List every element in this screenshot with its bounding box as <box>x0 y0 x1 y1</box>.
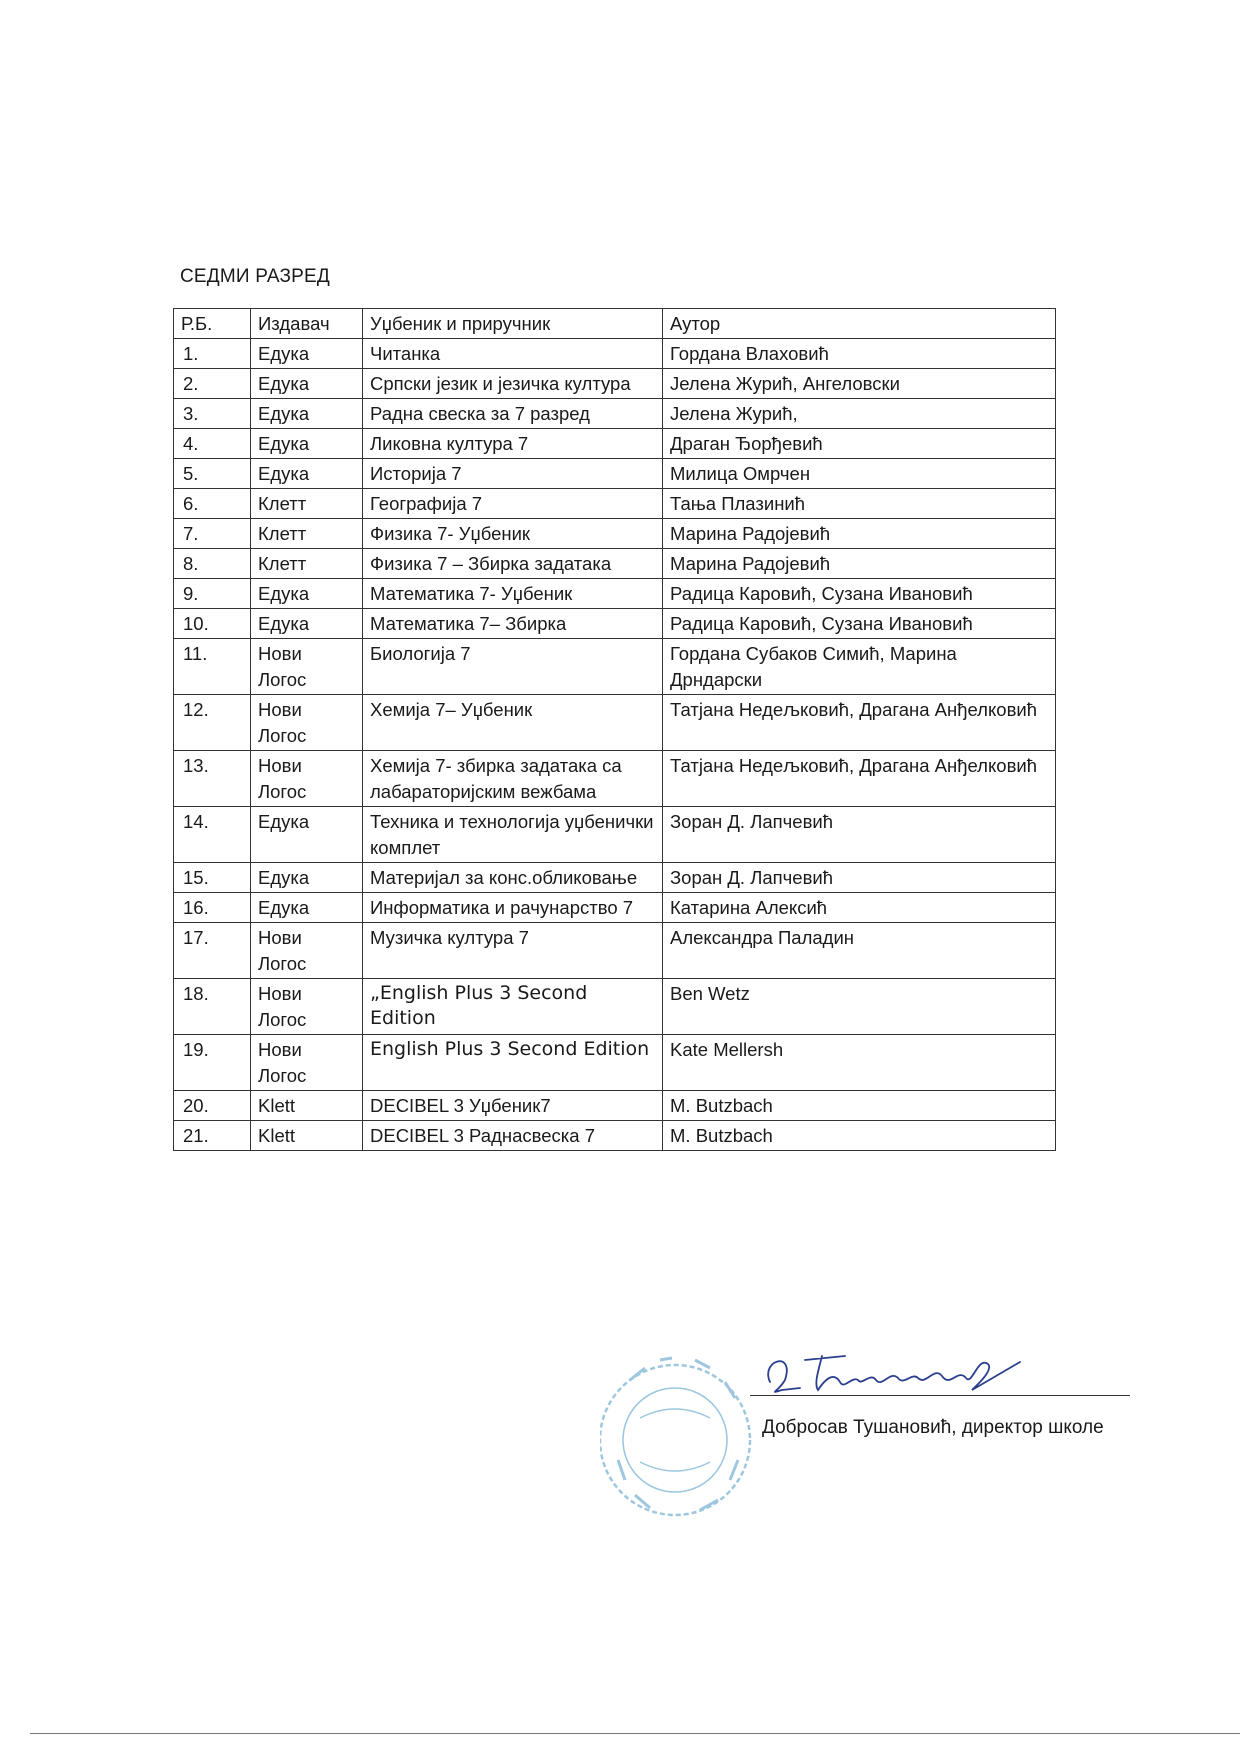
table-row <box>174 639 1056 695</box>
cell-author: Зоран Д. Лапчевић <box>663 807 1056 863</box>
cell-number: 20. <box>174 1091 251 1121</box>
cell-publisher: Едука <box>251 399 363 429</box>
cell-book: „English Plus 3 Second Edition <box>363 979 663 1035</box>
cell-number: 9. <box>174 579 251 609</box>
cell-book: Читанка <box>363 339 663 369</box>
table-row <box>174 459 1056 489</box>
cell-book: Биологија 7 <box>363 639 663 695</box>
cell-book: Информатика и рачунарство 7 <box>363 893 663 923</box>
cell-publisher: Нови Логос <box>251 979 363 1035</box>
page-title: СЕДМИ РАЗРЕД <box>180 266 330 287</box>
cell-publisher: Клетт <box>251 549 363 579</box>
cell-publisher: Klett <box>251 1091 363 1121</box>
cell-publisher: Едука <box>251 459 363 489</box>
table-row <box>174 489 1056 519</box>
cell-number: 15. <box>174 863 251 893</box>
cell-author: Гордана Влаховић <box>663 339 1056 369</box>
cell-book: DECIBEL 3 Раднасвеска 7 <box>363 1121 663 1151</box>
cell-number: 2. <box>174 369 251 399</box>
signer-name: Добросав Тушановић, директор школе <box>762 1417 1104 1438</box>
table-header-row <box>174 309 1056 339</box>
cell-author: Марина Радојевић <box>663 549 1056 579</box>
cell-book: Хемија 7– Уџбеник <box>363 695 663 751</box>
cell-number: 16. <box>174 893 251 923</box>
cell-publisher: Едука <box>251 339 363 369</box>
table-row <box>174 923 1056 979</box>
table-row <box>174 339 1056 369</box>
header-publisher: Издавач <box>251 309 363 339</box>
cell-number: 8. <box>174 549 251 579</box>
school-stamp-icon <box>600 1358 750 1515</box>
cell-author: Катарина Алексић <box>663 893 1056 923</box>
signature-line <box>750 1395 1130 1396</box>
table-row <box>174 1035 1056 1091</box>
cell-book: DECIBEL 3 Уџбеник7 <box>363 1091 663 1121</box>
cell-publisher: Едука <box>251 429 363 459</box>
cell-book: Физика 7 – Збирка задатака <box>363 549 663 579</box>
cell-author: Драган Ђорђевић <box>663 429 1056 459</box>
cell-publisher: Едука <box>251 893 363 923</box>
cell-publisher: Едука <box>251 579 363 609</box>
cell-number: 12. <box>174 695 251 751</box>
table-row <box>174 429 1056 459</box>
cell-number: 19. <box>174 1035 251 1091</box>
table-row <box>174 863 1056 893</box>
cell-number: 4. <box>174 429 251 459</box>
cell-book: Српски језик и језичка култура <box>363 369 663 399</box>
cell-publisher: Едука <box>251 863 363 893</box>
cell-number: 6. <box>174 489 251 519</box>
footer-divider <box>30 1733 1240 1734</box>
table-row <box>174 1091 1056 1121</box>
cell-number: 13. <box>174 751 251 807</box>
cell-publisher: Нови Логос <box>251 923 363 979</box>
cell-book: Ликовна култура 7 <box>363 429 663 459</box>
table-row <box>174 399 1056 429</box>
header-author: Аутор <box>663 309 1056 339</box>
cell-book: Математика 7- Уџбеник <box>363 579 663 609</box>
cell-publisher: Нови Логос <box>251 639 363 695</box>
cell-author: Татјана Недељковић, Драгана Анђелковић <box>663 751 1056 807</box>
cell-author: Јелена Журић, <box>663 399 1056 429</box>
table-row <box>174 579 1056 609</box>
cell-publisher: Нови Логос <box>251 695 363 751</box>
table-row <box>174 609 1056 639</box>
cell-number: 11. <box>174 639 251 695</box>
cell-book: Музичка култура 7 <box>363 923 663 979</box>
cell-number: 3. <box>174 399 251 429</box>
cell-publisher: Едука <box>251 807 363 863</box>
cell-book: Физика 7- Уџбеник <box>363 519 663 549</box>
cell-author: M. Butzbach <box>663 1121 1056 1151</box>
cell-book: English Plus 3 Second Edition <box>363 1035 663 1091</box>
cell-publisher: Едука <box>251 369 363 399</box>
cell-author: Тања Плазинић <box>663 489 1056 519</box>
signature-icon <box>768 1356 1020 1392</box>
cell-book: Географија 7 <box>363 489 663 519</box>
table-row <box>174 751 1056 807</box>
cell-number: 14. <box>174 807 251 863</box>
cell-publisher: Клетт <box>251 519 363 549</box>
header-book: Уџбеник и приручник <box>363 309 663 339</box>
header-number: Р.Б. <box>174 309 251 339</box>
cell-book: Хемија 7- збирка задатака са лабараторијским вежбама <box>363 751 663 807</box>
table-body <box>174 339 1056 1151</box>
cell-publisher: Нови Логос <box>251 751 363 807</box>
cell-author: Марина Радојевић <box>663 519 1056 549</box>
cell-author: Радица Каровић, Сузана Ивановић <box>663 579 1056 609</box>
cell-author: Радица Каровић, Сузана Ивановић <box>663 609 1056 639</box>
cell-book: Материјал за конс.обликовање <box>363 863 663 893</box>
cell-book: Историја 7 <box>363 459 663 489</box>
cell-publisher: Нови Логос <box>251 1035 363 1091</box>
table-row <box>174 519 1056 549</box>
cell-number: 18. <box>174 979 251 1035</box>
table-row <box>174 695 1056 751</box>
cell-publisher: Едука <box>251 609 363 639</box>
cell-number: 1. <box>174 339 251 369</box>
cell-author: Гордана Субаков Симић, Марина Дрндарски <box>663 639 1056 695</box>
table-row <box>174 1121 1056 1151</box>
cell-number: 10. <box>174 609 251 639</box>
cell-author: Јелена Журић, Ангеловски <box>663 369 1056 399</box>
cell-author: Ben Wetz <box>663 979 1056 1035</box>
table-row <box>174 549 1056 579</box>
cell-number: 5. <box>174 459 251 489</box>
cell-publisher: Klett <box>251 1121 363 1151</box>
cell-author: Александра Паладин <box>663 923 1056 979</box>
cell-book: Радна свеска за 7 разред <box>363 399 663 429</box>
table-row <box>174 807 1056 863</box>
cell-book: Техника и технологија уџбенички комплет <box>363 807 663 863</box>
textbook-table <box>173 308 1056 1151</box>
cell-author: Татјана Недељковић, Драгана Анђелковић <box>663 695 1056 751</box>
cell-book: Математика 7– Збирка <box>363 609 663 639</box>
cell-number: 17. <box>174 923 251 979</box>
cell-author: M. Butzbach <box>663 1091 1056 1121</box>
cell-number: 21. <box>174 1121 251 1151</box>
table-row <box>174 369 1056 399</box>
cell-author: Kate Mellersh <box>663 1035 1056 1091</box>
cell-publisher: Клетт <box>251 489 363 519</box>
cell-author: Зоран Д. Лапчевић <box>663 863 1056 893</box>
cell-number: 7. <box>174 519 251 549</box>
signature-area <box>600 1320 1160 1540</box>
cell-author: Милица Омрчен <box>663 459 1056 489</box>
table-row <box>174 979 1056 1035</box>
table-row <box>174 893 1056 923</box>
